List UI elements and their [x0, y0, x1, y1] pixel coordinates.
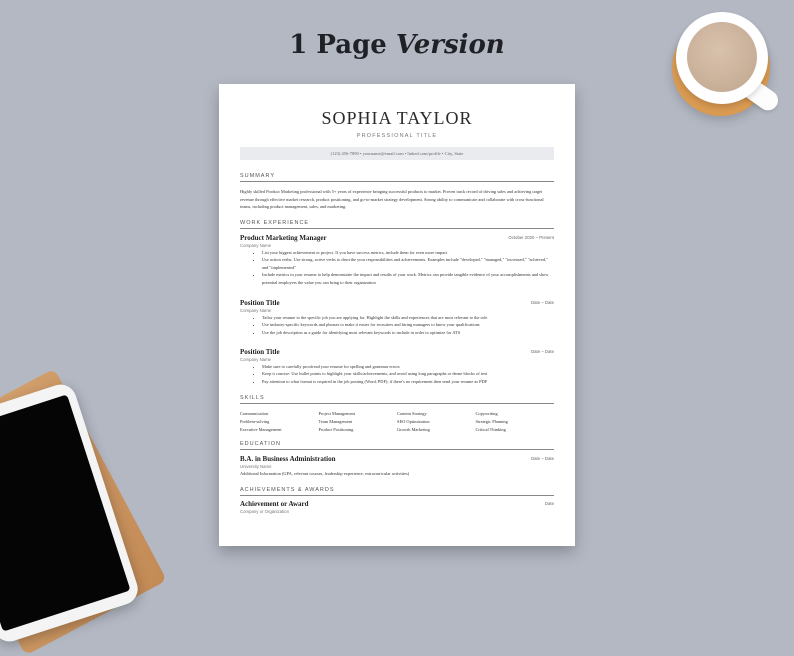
- skills-grid: [240, 410, 554, 433]
- contact-bar: (123) 456-7890 • yourname@email.com • linked.com/profile • City, State: [240, 147, 554, 160]
- skill-item: SEO Optimization: [397, 418, 430, 424]
- skill-item: Content Strategy: [397, 411, 427, 416]
- headline-emphasis: Version: [395, 30, 505, 60]
- skill-item: Copywriting: [475, 411, 498, 416]
- achievement-date: Date: [544, 501, 554, 506]
- skill-item: Strategic Planning: [475, 418, 508, 424]
- job-date: October 2020 – Present: [508, 235, 554, 240]
- job-company: Company Name: [240, 243, 272, 248]
- job-date: Date – Date: [531, 300, 554, 305]
- job-entry: [240, 234, 554, 286]
- job-bullet: • Use action verbs: Use strong, active verbs to describe your responsibilities and achievements. Examples include "developed," "managed," "increased," "achieved," and "implemented": [262, 256, 554, 271]
- job-bullet: • Use industry-specific keywords and phrases to make it easier for recruiters and hiring managers to know your qualifications: [262, 321, 554, 328]
- skill-item: Communication: [240, 411, 269, 416]
- job-title: Position Title: [240, 348, 280, 356]
- resume-page: [219, 84, 575, 546]
- job-entry: [240, 299, 554, 336]
- education-degree: B.A. in Business Administration: [240, 455, 336, 463]
- job-bullet: • Make sure to carefully proofread your resume for spelling and grammar errors: [262, 363, 554, 370]
- section-education-heading: EDUCATION: [240, 441, 554, 450]
- job-bullet: • Tailor your resume to the specific job you are applying for. Highlight the skills and experiences that are most relevant to the role: [262, 314, 554, 321]
- job-bullet: • List your biggest achievement or project. If you have success metrics, include them for even more impact: [262, 249, 554, 256]
- job-bullet: • Pay attention to what format is required in the job posting (Word, PDF); if there's no requirement then send your resume as PDF: [262, 378, 554, 385]
- skill-item: Product Positioning: [318, 426, 354, 432]
- job-bullets: [240, 363, 554, 385]
- job-date: Date – Date: [531, 349, 554, 354]
- section-achievements-heading: ACHIEVEMENTS & AWARDS: [240, 487, 554, 496]
- education-date: Date – Date: [531, 456, 554, 461]
- skill-item: Critical Thinking: [475, 426, 506, 432]
- job-bullet: • Use the job description as a guide for identifying most relevant keywords to include in order to optimize for ATS: [262, 329, 554, 336]
- job-entry: [240, 348, 554, 385]
- skill-item: Project Management: [318, 411, 355, 416]
- job-bullet: • Keep it concise: Use bullet points to highlight your skills/achievements, and avoid using long paragraphs or dense blocks of text: [262, 370, 554, 377]
- job-title: Product Marketing Manager: [240, 234, 327, 242]
- job-company: Company Name: [240, 308, 272, 313]
- section-skills-heading: SKILLS: [240, 395, 554, 404]
- summary-text: Highly skilled Product Marketing professional with 5+ years of experience bringing successful products to market. Proven track record of driving sales and achieving target revenue through effective market research, product positioning, and go-to-market strategy development. Strong ability to communicate and collaborate with cross-functional teams, including product management, sales, and marketing.: [240, 189, 544, 210]
- achievement-title: Achievement or Award: [240, 500, 309, 508]
- achievement-org: Company or Organization: [240, 509, 289, 514]
- skill-item: Executive Management: [240, 426, 282, 432]
- job-bullet: • Include metrics in your resume to help demonstrate the impact and results of your work. Metrics can provide tangible evidence of your accomplishments and show potential employers the value you can bring to their organization: [262, 271, 554, 286]
- tablet-screen: [0, 394, 131, 631]
- education-entry: [240, 455, 554, 476]
- job-bullets: [240, 314, 554, 336]
- job-title: Position Title: [240, 299, 280, 307]
- education-info: Additional Information (GPA, relevant courses, leadership experience, extracurricular activities): [240, 471, 410, 476]
- resume-professional-title: PROFESSIONAL TITLE: [356, 133, 438, 139]
- skill-item: Growth Marketing: [397, 426, 430, 432]
- skill-item: Team Management: [318, 418, 353, 424]
- achievement-entry: [240, 500, 554, 514]
- section-summary-heading: SUMMARY: [240, 173, 554, 182]
- education-school: University Name: [240, 464, 272, 469]
- headline-prefix: 1 Page: [289, 30, 387, 60]
- job-company: Company Name: [240, 357, 272, 362]
- job-bullets: [240, 249, 554, 286]
- skill-item: Problem-solving: [240, 418, 270, 424]
- resume-name: SOPHIA TAYLOR: [321, 108, 473, 128]
- coffee-image: [687, 22, 757, 92]
- section-work-heading: WORK EXPERIENCE: [240, 220, 554, 229]
